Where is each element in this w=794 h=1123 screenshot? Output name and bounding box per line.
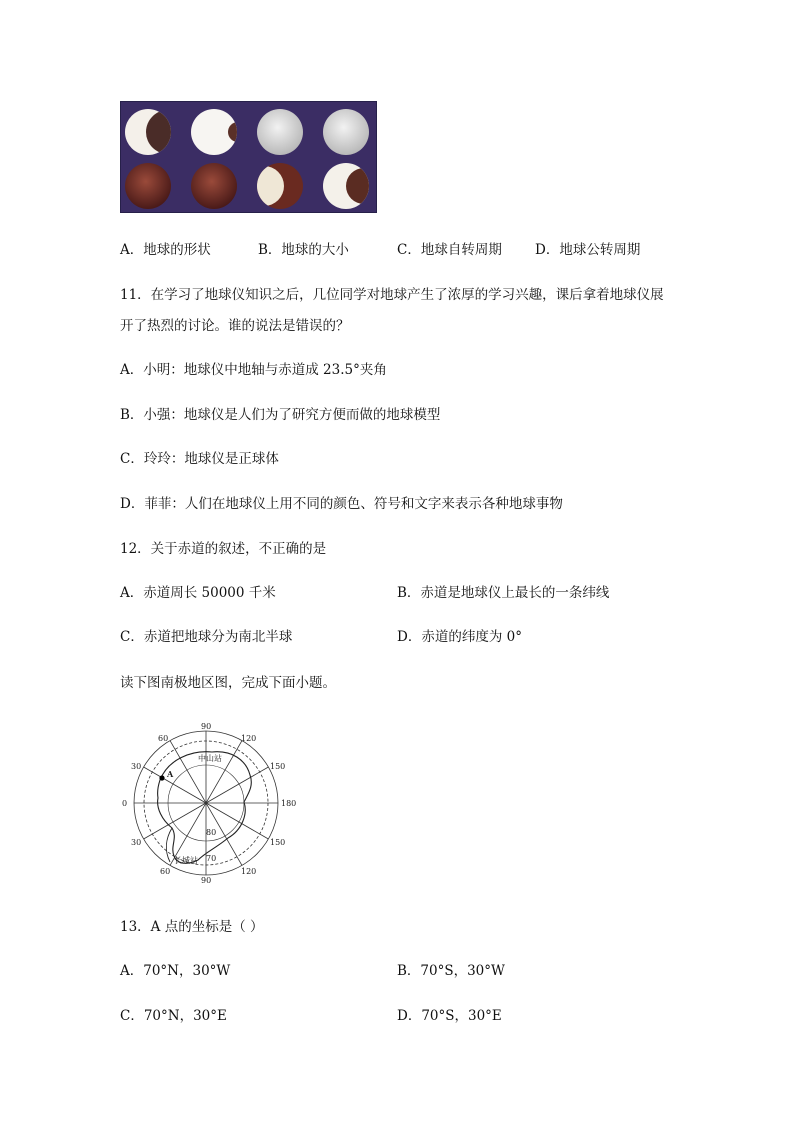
- lat-80-label: 80: [206, 828, 217, 837]
- station-zhongshan: 中山站: [198, 754, 222, 763]
- lon-150-upper: 150: [270, 762, 286, 771]
- q11-stem-line1: 11．在学习了地球仪知识之后，几位同学对地球产生了浓厚的学习兴趣，课后拿着地球仪展: [120, 287, 664, 303]
- q11-option-d[interactable]: D．菲菲：人们在地球仪上用不同的颜色、符号和文字来表示各种地球事物: [120, 496, 563, 512]
- q13-option-b[interactable]: B．70°S，30°W: [397, 963, 505, 979]
- q11-option-a[interactable]: A．小明：地球仪中地轴与赤道成 23.5°夹角: [120, 362, 387, 378]
- q11-option-b[interactable]: B．小强：地球仪是人们为了研究方便而做的地球模型: [120, 407, 441, 423]
- q10-option-d[interactable]: D．地球公转周期: [535, 242, 641, 258]
- moon-5: [125, 163, 171, 209]
- moon-8: [323, 163, 376, 209]
- lunar-eclipse-image: [120, 101, 377, 213]
- map-intro: 读下图南极地区图，完成下面小题。: [120, 675, 336, 691]
- q12-option-a[interactable]: A．赤道周长 50000 千米: [120, 585, 276, 601]
- q13-option-a[interactable]: A．70°N，30°W: [120, 963, 231, 979]
- q12-option-c[interactable]: C．赤道把地球分为南北半球: [120, 629, 293, 645]
- lon-90-top: 90: [201, 722, 212, 731]
- moon-3: [257, 109, 303, 155]
- moon-2: [191, 109, 248, 155]
- antarctic-map: [120, 720, 300, 885]
- moon-6: [191, 163, 237, 209]
- q10-option-a[interactable]: A．地球的形状: [120, 242, 211, 258]
- lon-60-lower: 60: [160, 867, 171, 876]
- q11-stem-line2: 开了热烈的讨论。谁的说法是错误的？: [120, 318, 350, 334]
- lon-90-bottom: 90: [201, 876, 212, 885]
- q13-option-c[interactable]: C．70°N，30°E: [120, 1008, 227, 1024]
- point-a-label: A: [167, 769, 174, 779]
- lon-0-label: 0: [122, 799, 128, 808]
- lon-150-lower: 150: [270, 838, 286, 847]
- lon-120-lower: 120: [241, 867, 257, 876]
- moon-7: [244, 163, 303, 209]
- lon-120-upper: 120: [241, 734, 257, 743]
- q12-option-d[interactable]: D．赤道的纬度为 0°: [397, 629, 522, 645]
- q10-option-b[interactable]: B．地球的大小: [258, 242, 349, 258]
- lon-30-upper: 30: [131, 762, 142, 771]
- q12-option-b[interactable]: B．赤道是地球仪上最长的一条纬线: [397, 585, 610, 601]
- station-changcheng: 长城站: [174, 856, 198, 865]
- lon-180-label: 180: [281, 799, 297, 808]
- q12-stem: 12．关于赤道的叙述，不正确的是: [120, 541, 327, 557]
- lon-30-lower: 30: [131, 838, 142, 847]
- q13-stem: 13．A 点的坐标是（ ）: [120, 919, 264, 935]
- point-a-marker: [159, 775, 164, 780]
- q11-option-c[interactable]: C．玲玲：地球仪是正球体: [120, 451, 279, 467]
- moon-4: [323, 109, 369, 155]
- q13-option-d[interactable]: D．70°S，30°E: [397, 1008, 502, 1024]
- moon-1: [125, 109, 190, 155]
- lat-70-label: 70: [206, 854, 217, 863]
- lon-60-upper: 60: [158, 734, 169, 743]
- q10-option-c[interactable]: C．地球自转周期: [397, 242, 502, 258]
